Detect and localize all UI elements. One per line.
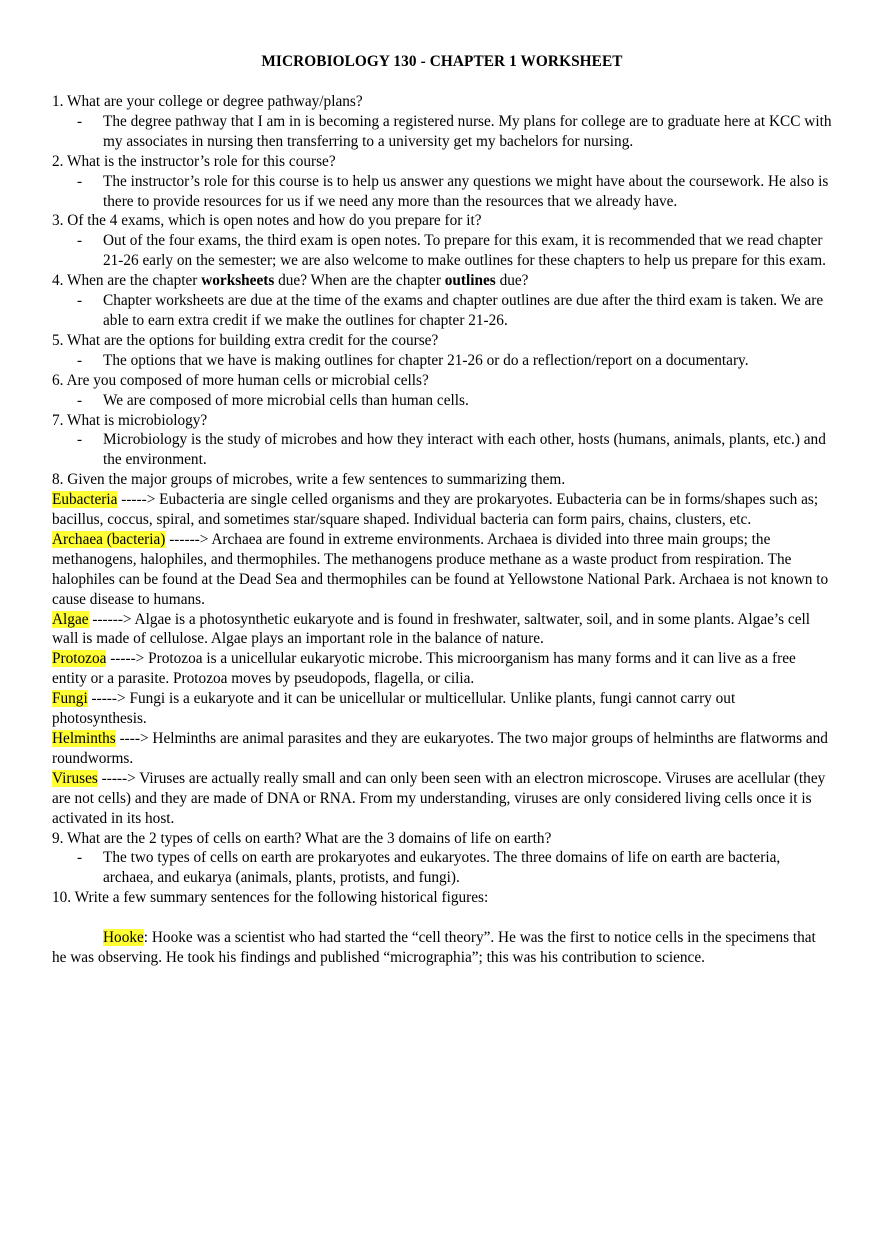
microbe-viruses bbox=[52, 769, 832, 829]
historical-figure-hooke bbox=[52, 928, 832, 968]
microbe-algae bbox=[52, 610, 832, 650]
microbe-name-highlight: Viruses bbox=[52, 769, 98, 787]
microbe-name-highlight: Eubacteria bbox=[52, 491, 118, 509]
dash-bullet: - bbox=[77, 292, 83, 310]
worksheet-page bbox=[52, 52, 832, 968]
microbe-eubacteria bbox=[52, 490, 832, 530]
microbe-description: ------> Archaea are found in extreme environments. Archaea is divided into three main groups; the methanogens, halophiles, and thermophiles. The methanogens produce methane as a waste product from respiration. The halophiles can be found at the Dead Sea and thermophiles can be found at Yellowstone National Park. Archaea is not known to cause disease to humans. bbox=[52, 530, 829, 608]
question-4-middle: due? When are the chapter bbox=[274, 272, 445, 290]
question-4-suffix: due? bbox=[495, 272, 529, 290]
microbe-description: -----> Eubacteria are single celled organisms and they are prokaryotes. Eubacteria can be in forms/shapes such as; bacillus, coccus, spiral, and sometimes star/square shaped. Individual bacteria can form pairs, chains, clusters, etc. bbox=[52, 491, 819, 529]
microbe-description: ----> Helminths are animal parasites and they are eukaryotes. The two major groups of helminths are flatworms and roundworms. bbox=[52, 730, 828, 767]
answer-4-text: Chapter worksheets are due at the time of the exams and chapter outlines are due after the third exam is taken. We are able to earn extra credit if we make the outlines for chapter 21-26. bbox=[103, 292, 824, 329]
question-8: 8. Given the major groups of microbes, write a few sentences to summarizing them. bbox=[52, 471, 566, 489]
microbe-description: -----> Viruses are actually really small and can only been seen with an electron microscope. Viruses are acellular (they are not cells) and they are made of DNA or RNA. From my understanding, viruses are only considered living cells once it is activated in its host. bbox=[52, 769, 826, 827]
dash-bullet: - bbox=[77, 112, 83, 130]
dash-bullet: - bbox=[77, 849, 83, 867]
microbe-name-highlight: Protozoa bbox=[52, 650, 107, 668]
answer-5-text: The options that we have is making outlines for chapter 21-26 or do a reflection/report on a documentary. bbox=[103, 351, 749, 369]
dash-bullet: - bbox=[77, 172, 83, 190]
blank-line bbox=[52, 908, 832, 928]
figure-name-highlight: Hooke bbox=[103, 929, 144, 947]
microbe-name-highlight: Archaea (bacteria) bbox=[52, 530, 166, 548]
question-3: 3. Of the 4 exams, which is open notes and how do you prepare for it? bbox=[52, 212, 482, 230]
question-2: 2. What is the instructor’s role for this course? bbox=[52, 152, 336, 170]
answer-2-text: The instructor’s role for this course is to help us answer any questions we might have about the coursework. He also is there to provide resources for us if we need any more than the resources that we already have. bbox=[103, 172, 829, 210]
microbe-name-highlight: Helminths bbox=[52, 730, 116, 747]
microbe-description: -----> Protozoa is a unicellular eukaryotic microbe. This microorganism has many forms and it can live as a free entity or a parasite. Protozoa moves by pseudopods, flagella, or cilia. bbox=[52, 650, 796, 688]
dash-bullet: - bbox=[77, 232, 83, 250]
microbe-name-highlight: Algae bbox=[52, 610, 89, 628]
question-6: 6. Are you composed of more human cells or microbial cells? bbox=[52, 371, 429, 389]
question-4 bbox=[52, 271, 832, 291]
answer-2 bbox=[52, 172, 832, 212]
figure-description: : Hooke was a scientist who had started the “cell theory”. He was the first to notice cells in the specimens that he was observing. He took his findings and published “micrographia”; this was his contribution to science. bbox=[52, 929, 816, 967]
microbe-archaea bbox=[52, 530, 832, 610]
question-9: 9. What are the 2 types of cells on earth? What are the 3 domains of life on earth? bbox=[52, 829, 552, 847]
microbe-description: ------> Algae is a photosynthetic eukaryote and is found in freshwater, saltwater, soil, and in some plants. Algae’s cell wall is made of cellulose. Algae plays an important role in the balance of nature. bbox=[52, 610, 811, 648]
answer-5 bbox=[52, 351, 832, 371]
microbe-description: -----> Fungi is a eukaryote and it can be unicellular or multicellular. Unlike plants, fungi cannot carry out photosynthesis. bbox=[52, 690, 736, 728]
answer-4 bbox=[52, 291, 832, 331]
answer-9-text: The two types of cells on earth are prokaryotes and eukaryotes. The three domains of life on earth are bacteria, archaea, and eukarya (animals, plants, protists, and fungi). bbox=[103, 849, 781, 887]
question-7: 7. What is microbiology? bbox=[52, 411, 208, 429]
microbe-name-highlight: Fungi bbox=[52, 690, 88, 708]
question-1: 1. What are your college or degree pathway/plans? bbox=[52, 93, 363, 110]
answer-1-text: The degree pathway that I am in is becoming a registered nurse. My plans for college are to graduate here at KCC with my associates in nursing then transferring to a university get my bachelors for nursing. bbox=[103, 112, 832, 150]
page-title: MICROBIOLOGY 130 - CHAPTER 1 WORKSHEET bbox=[261, 53, 623, 70]
question-5: 5. What are the options for building extra credit for the course? bbox=[52, 331, 439, 349]
dash-bullet: - bbox=[77, 351, 83, 369]
answer-6-text: We are composed of more microbial cells than human cells. bbox=[103, 391, 469, 409]
answer-3-text: Out of the four exams, the third exam is open notes. To prepare for this exam, it is recommended that we read chapter 21-26 early on the semester; we are also welcome to make outlines for these chapters to help us prepare for this exam. bbox=[103, 232, 826, 270]
question-4-bold-worksheets: worksheets bbox=[201, 272, 275, 290]
question-10: 10. Write a few summary sentences for the following historical figures: bbox=[52, 889, 489, 907]
microbe-fungi bbox=[52, 689, 832, 729]
microbe-protozoa bbox=[52, 649, 832, 689]
question-4-prefix: 4. When are the chapter bbox=[52, 272, 202, 290]
question-4-bold-outlines: outlines bbox=[444, 272, 496, 290]
answer-9 bbox=[52, 848, 832, 888]
microbe-helminths bbox=[52, 729, 832, 769]
dash-bullet: - bbox=[77, 431, 83, 449]
answer-7-text: Microbiology is the study of microbes and how they interact with each other, hosts (humans, animals, plants, etc.) and the environment. bbox=[103, 431, 826, 469]
answer-7 bbox=[52, 430, 832, 470]
answer-3 bbox=[52, 231, 832, 271]
answer-1 bbox=[52, 112, 832, 152]
dash-bullet: - bbox=[77, 391, 83, 409]
answer-6 bbox=[52, 391, 832, 411]
